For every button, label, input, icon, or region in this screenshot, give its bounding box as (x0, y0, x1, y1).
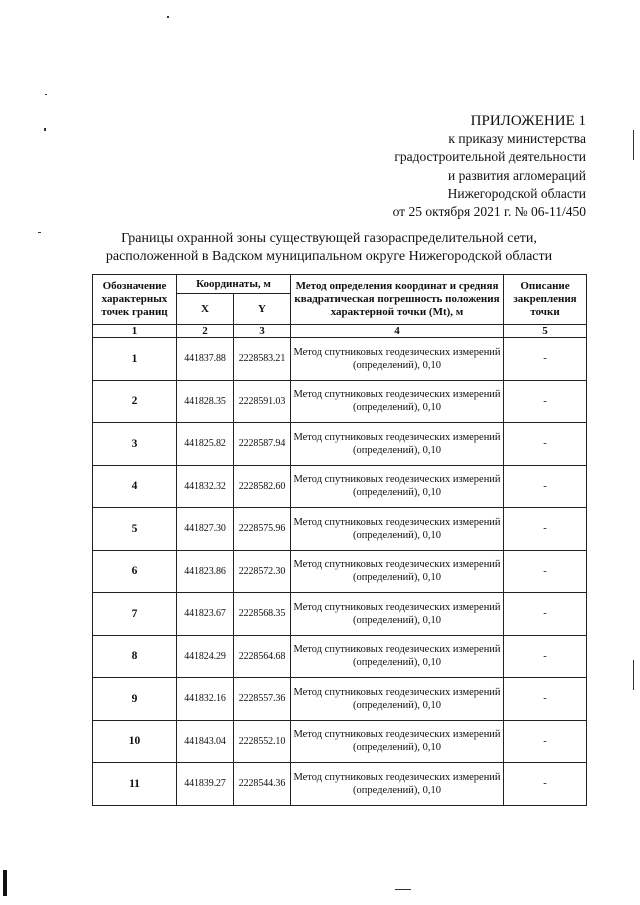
description-cell: - (504, 720, 587, 763)
point-cell: 7 (93, 593, 177, 636)
table-row (93, 550, 587, 593)
scan-edge-mark (633, 660, 634, 690)
point-cell: 8 (93, 635, 177, 678)
point-cell: 1 (93, 338, 177, 381)
table-row (93, 508, 587, 551)
y-coordinate-cell: 2228544.36 (234, 763, 291, 806)
point-cell: 10 (93, 720, 177, 763)
column-numbers-row (93, 325, 587, 338)
method-cell: Метод спутниковых геодезических измерений (определений), 0,10 (291, 423, 504, 466)
scan-edge-mark (3, 870, 7, 896)
point-cell: 11 (93, 763, 177, 806)
column-number: 1 (93, 325, 177, 338)
y-coordinate-cell: 2228564.68 (234, 635, 291, 678)
description-cell: - (504, 763, 587, 806)
description-cell: - (504, 508, 587, 551)
point-cell: 6 (93, 550, 177, 593)
header-line: к приказу министерства (448, 131, 586, 147)
point-cell: 3 (93, 423, 177, 466)
scan-speck (44, 128, 46, 131)
method-cell: Метод спутниковых геодезических измерений (определений), 0,10 (291, 593, 504, 636)
col-header-point: Обозначение характерных точек границ (93, 275, 177, 325)
appendix-title: ПРИЛОЖЕНИЕ 1 (470, 113, 586, 129)
method-cell: Метод спутниковых геодезических измерений (определений), 0,10 (291, 550, 504, 593)
document-title-line: Границы охранной зоны существующей газораспределительной сети, (121, 231, 537, 246)
scan-speck (167, 16, 169, 18)
table-row (93, 720, 587, 763)
y-coordinate-cell: 2228587.94 (234, 423, 291, 466)
y-coordinate-cell: 2228568.35 (234, 593, 291, 636)
x-coordinate-cell: 441832.16 (177, 678, 234, 721)
x-coordinate-cell: 441827.30 (177, 508, 234, 551)
y-coordinate-cell: 2228572.30 (234, 550, 291, 593)
table-row (93, 380, 587, 423)
method-cell: Метод спутниковых геодезических измерений (определений), 0,10 (291, 720, 504, 763)
x-coordinate-cell: 441823.67 (177, 593, 234, 636)
table-row (93, 423, 587, 466)
scan-speck (395, 889, 411, 890)
x-coordinate-cell: 441824.29 (177, 635, 234, 678)
table-row (93, 465, 587, 508)
boundary-points-table (92, 274, 587, 806)
x-coordinate-cell: 441839.27 (177, 763, 234, 806)
table-row (93, 763, 587, 806)
header-line: от 25 октября 2021 г. № 06-11/450 (392, 204, 586, 220)
description-cell: - (504, 593, 587, 636)
col-header-coordinates: Координаты, м (177, 275, 291, 294)
method-cell: Метод спутниковых геодезических измерений (определений), 0,10 (291, 508, 504, 551)
column-number: 4 (291, 325, 504, 338)
method-cell: Метод спутниковых геодезических измерений (определений), 0,10 (291, 763, 504, 806)
method-cell: Метод спутниковых геодезических измерений (определений), 0,10 (291, 465, 504, 508)
method-cell: Метод спутниковых геодезических измерений (определений), 0,10 (291, 380, 504, 423)
y-coordinate-cell: 2228552.10 (234, 720, 291, 763)
method-cell: Метод спутниковых геодезических измерений (определений), 0,10 (291, 635, 504, 678)
document-title (0, 230, 640, 266)
x-coordinate-cell: 441823.86 (177, 550, 234, 593)
col-header-y: Y (234, 294, 291, 325)
description-cell: - (504, 423, 587, 466)
method-cell: Метод спутниковых геодезических измерений (определений), 0,10 (291, 678, 504, 721)
description-cell: - (504, 550, 587, 593)
header-line: и развития агломераций (447, 167, 586, 183)
appendix-header (393, 112, 586, 221)
x-coordinate-cell: 441837.88 (177, 338, 234, 381)
col-header-x: X (177, 294, 234, 325)
x-coordinate-cell: 441832.32 (177, 465, 234, 508)
x-coordinate-cell: 441825.82 (177, 423, 234, 466)
col-header-method: Метод определения координат и средняя квадратическая погрешность положения характерной точки (Mt), м (291, 275, 504, 325)
point-cell: 4 (93, 465, 177, 508)
x-coordinate-cell: 441843.04 (177, 720, 234, 763)
x-coordinate-cell: 441828.35 (177, 380, 234, 423)
y-coordinate-cell: 2228575.96 (234, 508, 291, 551)
description-cell: - (504, 380, 587, 423)
description-cell: - (504, 635, 587, 678)
column-number: 5 (504, 325, 587, 338)
description-cell: - (504, 465, 587, 508)
table-row (93, 635, 587, 678)
table-row (93, 678, 587, 721)
method-cell: Метод спутниковых геодезических измерений (определений), 0,10 (291, 338, 504, 381)
y-coordinate-cell: 2228557.36 (234, 678, 291, 721)
col-header-description: Описание закрепления точки (504, 275, 587, 325)
point-cell: 5 (93, 508, 177, 551)
header-line: градостроительной деятельности (394, 149, 586, 165)
scan-speck (45, 94, 47, 95)
table-row (93, 593, 587, 636)
description-cell: - (504, 338, 587, 381)
y-coordinate-cell: 2228591.03 (234, 380, 291, 423)
point-cell: 2 (93, 380, 177, 423)
column-number: 3 (234, 325, 291, 338)
scan-speck (38, 232, 41, 233)
table-row (93, 338, 587, 381)
column-number: 2 (177, 325, 234, 338)
document-title-line: расположенной в Вадском муниципальном округе Нижегородской области (105, 249, 553, 264)
y-coordinate-cell: 2228582.60 (234, 465, 291, 508)
scan-edge-mark (633, 130, 634, 160)
header-line: Нижегородской области (447, 185, 586, 201)
description-cell: - (504, 678, 587, 721)
point-cell: 9 (93, 678, 177, 721)
y-coordinate-cell: 2228583.21 (234, 338, 291, 381)
